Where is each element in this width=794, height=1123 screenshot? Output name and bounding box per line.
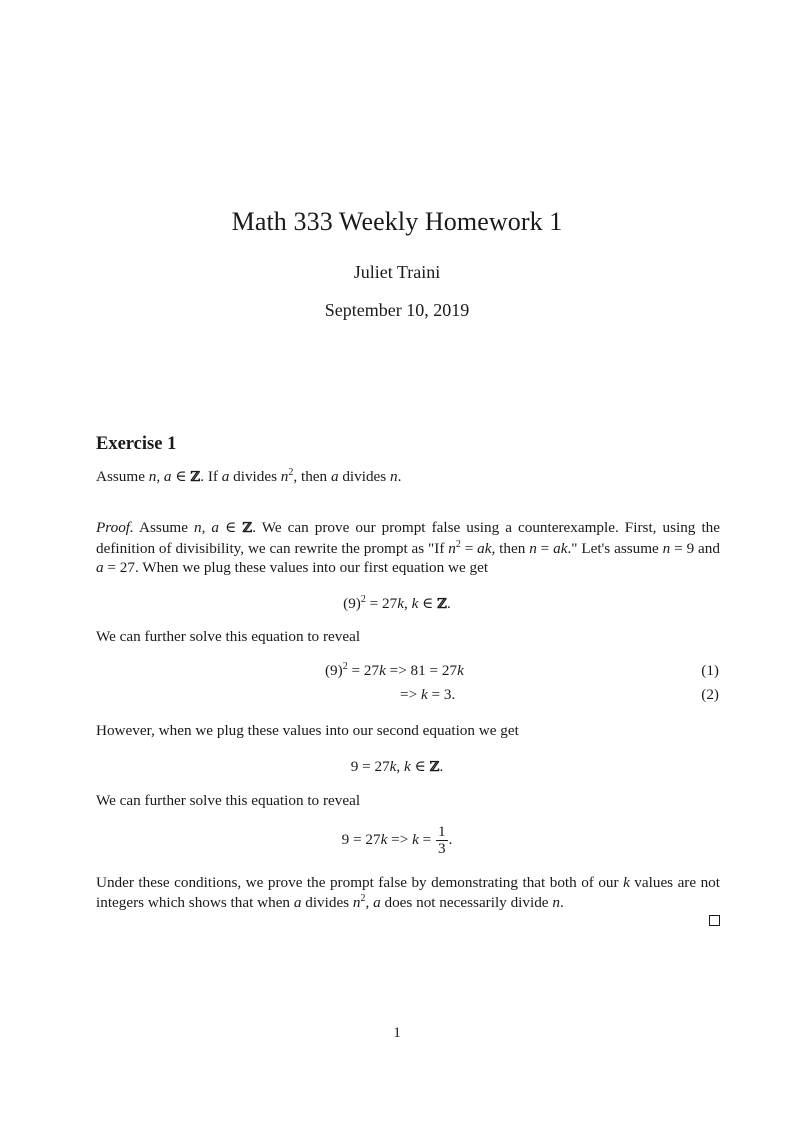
equation-second: 9 = 27k, k ∈ ℤ. <box>350 758 444 775</box>
proof-paragraph-3: However, when we plug these values into our second equation we get <box>96 722 519 739</box>
fraction-one-third: $\frac{1}{3}$ <box>437 823 446 857</box>
proof-paragraph-4: We can further solve this equation to reveal <box>96 792 361 809</box>
document-title: Math 333 Weekly Homework 1 <box>231 207 563 236</box>
aligned-equation-2: => k = 3. <box>400 686 456 703</box>
page-number: 1 <box>393 1024 401 1041</box>
document-author: Juliet Traini <box>353 262 441 282</box>
qed-square-icon <box>709 915 720 926</box>
integers-symbol: ℤ <box>437 596 448 612</box>
proof-paragraph-2: We can further solve this equation to reveal <box>96 628 361 645</box>
proof-paragraph-1: Proof. Assume n, a ∈ ℤ. We can prove our prompt false using a counterexample. First, using the definition of divisibility, we can rewrite the prompt as "If $n^2$ = ak, then n = ak." Let's assume n = 9 and a = 27. When we plug these values into our first equation we get <box>96 519 720 576</box>
equation-number-1: (1) <box>701 662 719 679</box>
integers-symbol: ℤ <box>190 469 201 485</box>
aligned-equation-1: $(9)^2 = 27k => 81 = 27k$ <box>325 661 464 679</box>
equation-first: $(9)^2 = 27k$, k ∈ ℤ. <box>343 594 451 612</box>
exercise-heading: Exercise 1 <box>96 434 177 454</box>
integers-symbol: ℤ <box>429 759 440 775</box>
equation-number-2: (2) <box>701 686 719 703</box>
integers-symbol: ℤ <box>242 520 253 536</box>
document-date: September 10, 2019 <box>324 300 470 320</box>
proof-conclusion: Under these conditions, we prove the prompt false by demonstrating that both of our k values are not integers which shows that when a divides $n^2$, a does not necessarily divide n. <box>96 874 720 911</box>
exercise-statement: Assume n, a ∈ ℤ. If a divides $n^2$, then a divides n. <box>96 467 402 485</box>
equation-third: 9 = 27k => k = $\frac{1}{3}$ . <box>341 823 453 857</box>
proof-label: Proof. <box>96 519 134 536</box>
